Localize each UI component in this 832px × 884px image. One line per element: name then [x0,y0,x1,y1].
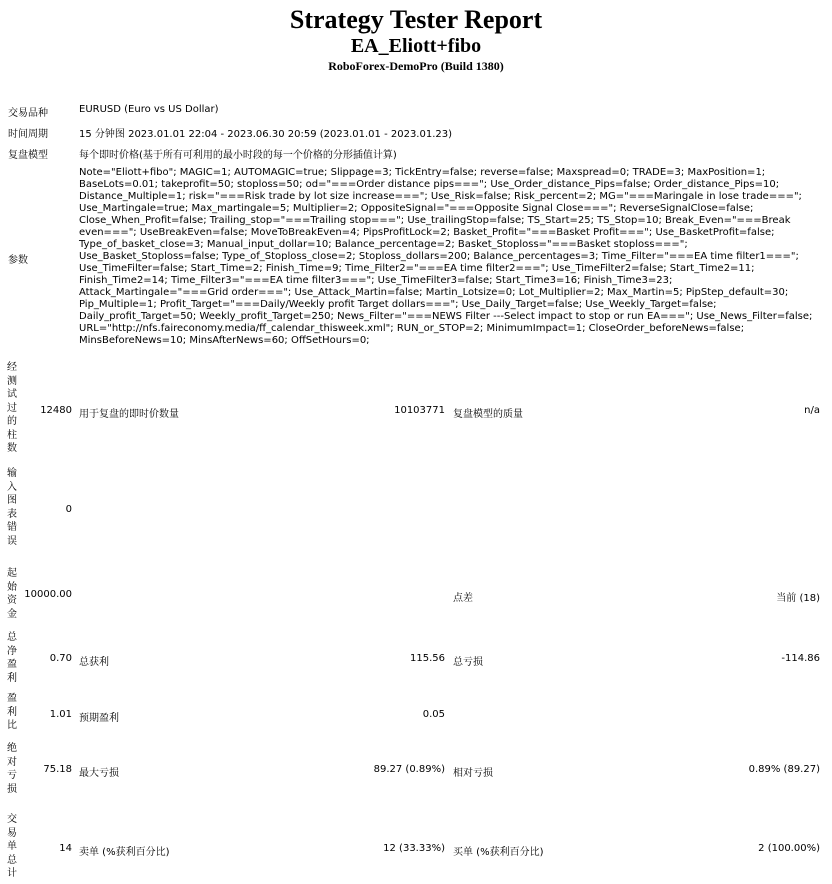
profitfactor-label: 盈利比 [7,693,17,731]
period-value: 15 分钟图 2023.01.01 22:04 - 2023.06.30 20:59 (2023.01.01 - 2023.01.23) [79,129,453,140]
maxdd-label: 最大亏损 [79,768,119,779]
absdd-label: 绝对亏损 [7,743,17,795]
long-value: 2 (100.00%) [758,843,820,854]
symbol-label: 交易品种 [8,108,48,119]
reldd-label: 相对亏损 [453,768,493,779]
grossloss-value: -114.86 [781,653,820,664]
bars-label: 经测试过的柱数 [7,362,17,454]
model-value: 每个即时价格(基于所有可利用的最小时段的每一个价格的分形插值计算) [79,150,397,161]
mismatch-label: 输入图表错误 [7,468,17,547]
mismatch-value: 0 [65,504,72,515]
spread-value: 当前 (18) [776,593,820,604]
grossprofit-label: 总获利 [79,657,109,668]
quality-label: 复盘模型的质量 [453,409,523,420]
profitfactor-value: 1.01 [49,709,72,720]
grossprofit-value: 115.56 [410,653,445,664]
period-label: 时间周期 [8,129,48,140]
expected-label: 预期盈利 [79,713,119,724]
deposit-label: 起始资金 [7,568,17,620]
ticks-label: 用于复盘的即时价数量 [79,409,179,420]
symbol-value: EURUSD (Euro vs US Dollar) [79,104,219,115]
absdd-value: 75.18 [43,764,72,775]
bars-value: 12480 [40,405,72,416]
ticks-value: 10103771 [394,405,445,416]
broker-build: RoboForex-DemoPro (Build 1380) [328,59,504,73]
netprofit-label: 总净盈利 [7,632,17,684]
maxdd-value: 89.27 (0.89%) [373,764,445,775]
long-label: 买单 (%获利百分比) [453,847,544,858]
deposit-value: 10000.00 [24,589,72,600]
short-value: 12 (33.33%) [383,843,445,854]
model-label: 复盘模型 [8,150,48,161]
report-header [0,0,832,74]
grossloss-label: 总亏损 [453,657,483,668]
report-title: Strategy Tester Report [289,5,543,34]
spread-label: 点差 [453,593,473,604]
netprofit-value: 0.70 [49,653,72,664]
reldd-value: 0.89% (89.27) [748,764,820,775]
params-label: 参数 [8,255,28,266]
trades-value: 14 [59,843,72,854]
short-label: 卖单 (%获利百分比) [79,847,170,858]
trades-label: 交易单总计 [7,814,17,879]
expected-value: 0.05 [422,709,445,720]
ea-name: EA_Eliott+fibo [350,35,482,57]
params-value: Note="Eliott+fibo"; MAGIC=1; AUTOMAGIC=true; Slippage=3; TickEntry=false; reverse=false; Maxspread=0; TRADE=3; MaxPosition=1; BaseLots=0.01; takeprofit=50; stoploss=50; od="===Order distance pips==="; Use_Order_distance_Pips=false; Order_distance_Pips=10; Distance_Multiple=1; risk="===Risk trade by lot size increase==="; Use_Risk=false; Risk_percent=2; MG="===Maringale in lose trade==="; Use_Martingale=true; Max_martingale=5; Multiplier=2; OppositeSignal="===Opposite Signal Close==="; ReverseSignalClose=false; Close_When_Profit=false; Trailing_stop="===Trailing stop==="; Use_trailingStop=false; TS_Start=25; TS_Stop=10; Break_Even="===Break even==="; UseBreakEven=false; MoveToBreakEven=4; PipsProfitLock=2; Basket_Profit="===Basket Profit==="; Use_BasketProfit=false; Type_of_basket_close=3; Manual_input_dollar=10; Balance_percentage=2; Basket_Stoploss="===Basket stoploss==="; Use_Basket_Stoploss=false; Type_of_Stoploss_close=2; Stoploss_dollars=200; Balance_percentages=3; Time_Filter="===EA time filter1==="; Use_TimeFilter=false; Start_Time=2; Finish_Time=9; Time_Filter2="===EA time filter2==="; Use_TimeFilter2=false; Start_Time2=11; Finish_Time2=14; Time_Filter3="===EA time filter3==="; Use_TimeFilter3=false; Start_Time3=16; Finish_Time3=23; Attack_Martingale="===Grid order==="; Use_Attack_Martin=false; Martin_Lotsize=0; Lot_Multiplier=2; Max_Martin=5; PipStep_default=30; Pip_Multiple=1; Profit_Target="===Daily/Weekly profit Target dollars==="; Use_Daily_Target=false; Use_Weekly_Target=false; Daily_profit_Target=50; Weekly_profit_Target=250; News_Filter="===NEWS Filter ---Select impact to stop or run EA==="; Use_News_Filter=false; URL="http://nfs.faireconomy.media/ff_calendar_thisweek.xml"; RUN_or_STOP=2; MinimumImpact=1; CloseOrder_beforeNews=false; MinsBeforeNews=10; MinsAfterNews=60; OffSetHours=0; [79,167,813,346]
quality-value: n/a [804,405,820,416]
